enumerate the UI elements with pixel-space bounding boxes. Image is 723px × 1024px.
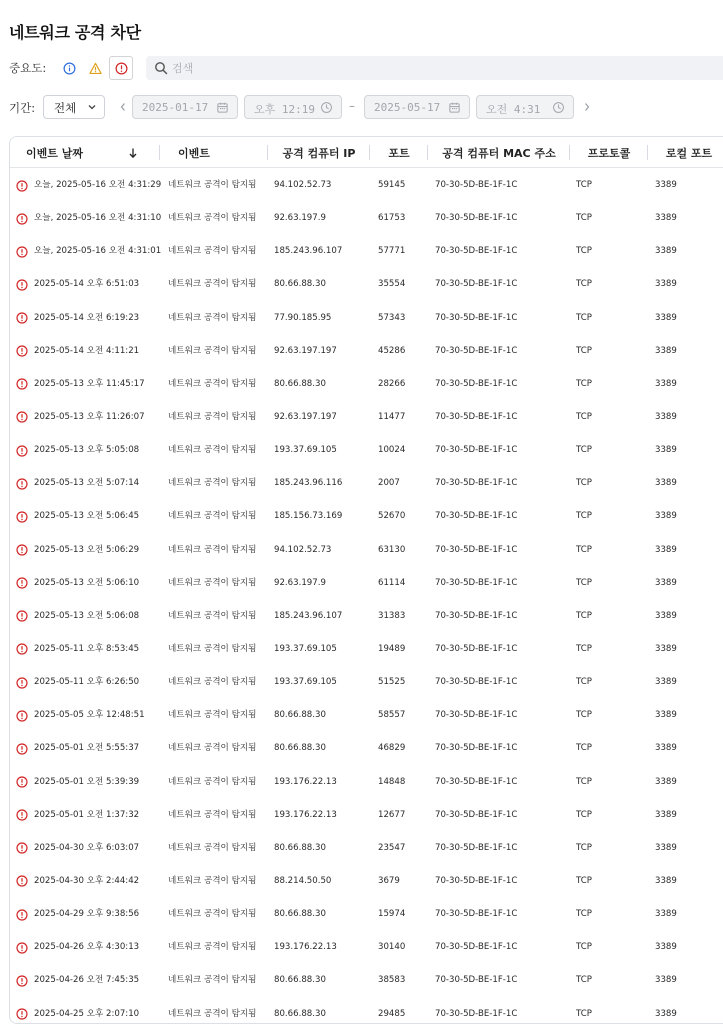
cell-attacker-mac: 70-30-5D-BE-1F-1C [435,875,518,886]
cell-local-port: 3389 [655,511,677,522]
cell-event-date: 2025-05-13 오전 5:06:29 [34,544,140,555]
cell-protocol: TCP [576,610,592,621]
alert-circle-icon [16,268,30,301]
alert-circle-icon [16,401,30,434]
cell-event-date: 2025-05-13 오전 5:06:10 [34,577,140,588]
table-row[interactable] [10,732,723,765]
cell-attacker-ip: 92.63.197.9 [274,577,326,588]
cell-local-port: 3389 [655,1008,677,1019]
cell-event-date: 2025-05-01 오전 1:37:32 [34,809,140,820]
cell-attacker-mac: 70-30-5D-BE-1F-1C [435,677,518,688]
cell-local-port: 3389 [655,743,677,754]
cell-event-date: 오늘, 2025-05-16 오전 4:31:29 [34,180,162,190]
cell-protocol: TCP [576,942,592,953]
cell-local-port: 3389 [655,643,677,654]
period-select-value: 전체 [54,101,77,115]
search-icon [154,61,168,75]
period-select[interactable] [43,95,105,119]
alert-circle-icon [16,865,30,898]
cell-local-port: 3389 [655,809,677,820]
cell-event-date: 2025-05-01 오전 5:39:39 [34,776,140,787]
cell-protocol: TCP [576,809,592,820]
cell-event-date: 2025-05-14 오전 4:11:21 [34,345,140,356]
cell-attacker-ip: 80.66.88.30 [274,279,326,290]
cell-protocol: TCP [576,478,592,489]
cell-attacker-mac: 70-30-5D-BE-1F-1C [435,544,518,555]
cell-port: 2007 [378,478,400,489]
cell-port: 14848 [378,776,406,787]
events-table [9,136,723,1024]
cell-event: 네트워크 공격이 탐지됨 [168,279,257,290]
alert-circle-icon [16,766,30,799]
cell-protocol: TCP [576,677,592,688]
cell-attacker-ip: 80.66.88.30 [274,1008,326,1019]
cell-attacker-mac: 70-30-5D-BE-1F-1C [435,279,518,290]
cell-port: 31383 [378,610,406,621]
cell-local-port: 3389 [655,246,677,257]
cell-protocol: TCP [576,246,592,257]
table-row[interactable] [10,931,723,964]
page-title: 네트워크 공격 차단 [9,23,141,42]
table-row[interactable] [10,467,723,500]
cell-port: 12677 [378,809,406,820]
cell-protocol: TCP [576,511,592,522]
search-input[interactable] [172,56,712,80]
severity-info-button[interactable] [57,56,81,80]
alert-circle-icon [16,335,30,368]
table-row[interactable] [10,766,723,799]
cell-event-date: 2025-04-26 오전 7:45:35 [34,975,140,986]
cell-local-port: 3389 [655,842,677,853]
cell-attacker-mac: 70-30-5D-BE-1F-1C [435,445,518,456]
cell-local-port: 3389 [655,942,677,953]
cell-protocol: TCP [576,544,592,555]
cell-port: 11477 [378,411,406,422]
end-time-field[interactable] [476,95,574,119]
column-header-protocol[interactable] [570,137,648,168]
cell-protocol: TCP [576,411,592,422]
previous-period-chevron-icon[interactable] [118,101,128,113]
cell-attacker-ip: 80.66.88.30 [274,975,326,986]
column-header-label: 이벤트 [178,146,210,160]
cell-attacker-mac: 70-30-5D-BE-1F-1C [435,411,518,422]
cell-attacker-mac: 70-30-5D-BE-1F-1C [435,511,518,522]
alert-circle-icon [16,235,30,268]
table-row[interactable] [10,898,723,931]
cell-event: 네트워크 공격이 탐지됨 [168,345,257,356]
cell-local-port: 3389 [655,577,677,588]
cell-attacker-mac: 70-30-5D-BE-1F-1C [435,942,518,953]
cell-port: 51525 [378,677,406,688]
cell-local-port: 3389 [655,411,677,422]
cell-port: 52670 [378,511,406,522]
column-header-label: 공격 컴퓨터 IP [282,146,356,160]
table-row[interactable] [10,799,723,832]
cell-port: 10024 [378,445,406,456]
cell-attacker-ip: 193.37.69.105 [274,677,337,688]
cell-event-date: 2025-04-29 오후 9:38:56 [34,909,140,920]
alert-circle-icon [16,832,30,865]
table-row[interactable] [10,401,723,434]
next-period-chevron-icon[interactable] [582,101,592,113]
cell-local-port: 3389 [655,875,677,886]
cell-local-port: 3389 [655,677,677,688]
cell-attacker-mac: 70-30-5D-BE-1F-1C [435,180,518,190]
chevron-down-icon [87,102,97,112]
calendar-icon [448,101,461,114]
cell-event: 네트워크 공격이 탐지됨 [168,544,257,555]
cell-protocol: TCP [576,842,592,853]
cell-port: 57343 [378,312,406,323]
cell-local-port: 3389 [655,478,677,489]
cell-event-date: 오늘, 2025-05-16 오전 4:31:10 [34,213,162,224]
cell-protocol: TCP [576,345,592,356]
table-body [10,169,723,1024]
alert-circle-icon [16,600,30,633]
cell-port: 35554 [378,279,406,290]
cell-event: 네트워크 공격이 탐지됨 [168,511,257,522]
start-time-field[interactable] [244,95,342,119]
table-row[interactable] [10,699,723,732]
cell-event: 네트워크 공격이 탐지됨 [168,743,257,754]
cell-event: 네트워크 공격이 탐지됨 [168,610,257,621]
table-row[interactable] [10,567,723,600]
cell-event-date: 2025-05-13 오전 5:06:08 [34,610,140,621]
cell-event-date: 2025-05-11 오후 6:26:50 [34,677,140,688]
start-date-value: 2025-01-17 [142,101,209,114]
cell-local-port: 3389 [655,213,677,224]
cell-event: 네트워크 공격이 탐지됨 [168,776,257,787]
alert-circle-icon [115,62,128,75]
alert-circle-icon [16,931,30,964]
alert-circle-icon [16,666,30,699]
cell-attacker-mac: 70-30-5D-BE-1F-1C [435,710,518,721]
cell-event: 네트워크 공격이 탐지됨 [168,312,257,323]
cell-event-date: 2025-04-26 오후 4:30:13 [34,942,140,953]
column-header-attacker-ip[interactable] [268,137,370,168]
cell-event: 네트워크 공격이 탐지됨 [168,1008,257,1019]
cell-port: 46829 [378,743,406,754]
table-row[interactable] [10,235,723,268]
cell-local-port: 3389 [655,909,677,920]
calendar-icon [216,101,229,114]
alert-circle-icon [16,467,30,500]
end-date-field[interactable] [364,95,470,119]
cell-attacker-mac: 70-30-5D-BE-1F-1C [435,610,518,621]
table-row[interactable] [10,202,723,235]
cell-event-date: 2025-04-30 오후 2:44:42 [34,875,140,886]
cell-protocol: TCP [576,378,592,389]
cell-attacker-ip: 80.66.88.30 [274,710,326,721]
severity-warning-button[interactable] [83,56,107,80]
cell-attacker-ip: 193.37.69.105 [274,643,337,654]
cell-protocol: TCP [576,180,592,190]
info-circle-icon [63,62,76,75]
cell-port: 57771 [378,246,406,257]
cell-event-date: 2025-05-01 오전 5:55:37 [34,743,140,754]
cell-event: 네트워크 공격이 탐지됨 [168,677,257,688]
cell-protocol: TCP [576,909,592,920]
table-row[interactable] [10,368,723,401]
cell-event: 네트워크 공격이 탐지됨 [168,909,257,920]
cell-event: 네트워크 공격이 탐지됨 [168,942,257,953]
cell-local-port: 3389 [655,544,677,555]
alert-circle-icon [16,434,30,467]
cell-attacker-mac: 70-30-5D-BE-1F-1C [435,842,518,853]
cell-attacker-ip: 193.176.22.13 [274,809,337,820]
column-header-label: 로컬 포트 [665,146,713,160]
cell-event-date: 2025-05-13 오후 11:26:07 [34,411,145,422]
start-date-field[interactable] [132,95,238,119]
cell-event: 네트워크 공격이 탐지됨 [168,710,257,721]
cell-event: 네트워크 공격이 탐지됨 [168,875,257,886]
cell-port: 45286 [378,345,406,356]
cell-port: 30140 [378,942,406,953]
alert-circle-icon [16,169,30,202]
cell-event-date: 오늘, 2025-05-16 오전 4:31:01 [34,246,162,257]
cell-attacker-mac: 70-30-5D-BE-1F-1C [435,643,518,654]
cell-attacker-ip: 80.66.88.30 [274,909,326,920]
cell-attacker-mac: 70-30-5D-BE-1F-1C [435,577,518,588]
cell-attacker-mac: 70-30-5D-BE-1F-1C [435,345,518,356]
cell-protocol: TCP [576,445,592,456]
end-date-value: 2025-05-17 [374,101,441,114]
cell-attacker-mac: 70-30-5D-BE-1F-1C [435,809,518,820]
cell-protocol: TCP [576,279,592,290]
cell-event: 네트워크 공격이 탐지됨 [168,975,257,986]
cell-port: 61114 [378,577,406,588]
cell-protocol: TCP [576,213,592,224]
alert-circle-icon [16,799,30,832]
table-row[interactable] [10,268,723,301]
column-header-attacker-mac[interactable] [428,137,570,168]
cell-local-port: 3389 [655,776,677,787]
cell-event-date: 2025-04-30 오후 6:03:07 [34,842,140,853]
alert-circle-icon [16,567,30,600]
cell-attacker-mac: 70-30-5D-BE-1F-1C [435,213,518,224]
cell-attacker-mac: 70-30-5D-BE-1F-1C [435,378,518,389]
cell-protocol: TCP [576,975,592,986]
clock-icon [320,101,333,114]
cell-event: 네트워크 공격이 탐지됨 [168,478,257,489]
cell-attacker-mac: 70-30-5D-BE-1F-1C [435,1008,518,1019]
column-header-event[interactable] [160,137,268,168]
cell-local-port: 3389 [655,975,677,986]
table-row[interactable] [10,169,723,202]
cell-event: 네트워크 공격이 탐지됨 [168,378,257,389]
table-row[interactable] [10,865,723,898]
cell-event: 네트워크 공격이 탐지됨 [168,180,257,190]
cell-event-date: 2025-05-13 오전 5:06:45 [34,511,140,522]
column-header-label: 이벤트 날짜 [26,146,83,160]
clock-icon [552,101,565,114]
table-row[interactable] [10,666,723,699]
column-header-port[interactable] [370,137,428,168]
table-row[interactable] [10,600,723,633]
cell-port: 19489 [378,643,406,654]
cell-event: 네트워크 공격이 탐지됨 [168,842,257,853]
cell-attacker-ip: 94.102.52.73 [274,180,332,190]
cell-protocol: TCP [576,710,592,721]
cell-port: 38583 [378,975,406,986]
cell-event: 네트워크 공격이 탐지됨 [168,411,257,422]
cell-attacker-ip: 185.243.96.107 [274,246,343,257]
table-row[interactable] [10,434,723,467]
column-header-event-date[interactable] [10,137,160,168]
alert-circle-icon [16,302,30,335]
cell-event-date: 2025-05-13 오후 11:45:17 [34,378,145,389]
cell-local-port: 3389 [655,180,677,190]
cell-attacker-ip: 193.176.22.13 [274,942,337,953]
table-row[interactable] [10,633,723,666]
cell-port: 3679 [378,875,400,886]
date-range-separator: – [349,99,355,113]
cell-event-date: 2025-05-14 오후 6:51:03 [34,279,140,290]
column-header-label: 포트 [388,146,410,160]
alert-circle-icon [16,633,30,666]
cell-attacker-ip: 185.243.96.116 [274,478,343,489]
cell-local-port: 3389 [655,378,677,389]
cell-attacker-ip: 185.156.73.169 [274,511,343,522]
cell-port: 23547 [378,842,406,853]
alert-circle-icon [16,534,30,567]
period-label: 기간: [9,101,36,115]
cell-event-date: 2025-05-14 오전 6:19:23 [34,312,140,323]
cell-attacker-mac: 70-30-5D-BE-1F-1C [435,246,518,257]
table-row[interactable] [10,534,723,567]
cell-attacker-mac: 70-30-5D-BE-1F-1C [435,478,518,489]
cell-event: 네트워크 공격이 탐지됨 [168,213,257,224]
cell-port: 59145 [378,180,406,190]
cell-local-port: 3389 [655,279,677,290]
cell-local-port: 3389 [655,610,677,621]
cell-protocol: TCP [576,875,592,886]
cell-attacker-ip: 92.63.197.197 [274,411,337,422]
alert-circle-icon [16,964,30,997]
cell-attacker-ip: 193.37.69.105 [274,445,337,456]
cell-local-port: 3389 [655,710,677,721]
severity-label: 중요도: [9,61,47,75]
cell-protocol: TCP [576,1008,592,1019]
alert-circle-icon [16,898,30,931]
cell-attacker-ip: 92.63.197.197 [274,345,337,356]
alert-circle-icon [16,998,30,1024]
cell-protocol: TCP [576,743,592,754]
alert-circle-icon [16,202,30,235]
cell-event: 네트워크 공격이 탐지됨 [168,809,257,820]
cell-attacker-mac: 70-30-5D-BE-1F-1C [435,975,518,986]
cell-protocol: TCP [576,312,592,323]
cell-attacker-mac: 70-30-5D-BE-1F-1C [435,312,518,323]
cell-event: 네트워크 공격이 탐지됨 [168,577,257,588]
cell-attacker-ip: 92.63.197.9 [274,213,326,224]
sort-descending-icon[interactable] [128,147,138,159]
cell-attacker-ip: 193.176.22.13 [274,776,337,787]
cell-attacker-ip: 94.102.52.73 [274,544,332,555]
table-row[interactable] [10,964,723,997]
cell-event: 네트워크 공격이 탐지됨 [168,246,257,257]
cell-protocol: TCP [576,643,592,654]
table-header [10,137,723,168]
start-time-value: 오후 12:19 [254,103,315,116]
cell-port: 29485 [378,1008,406,1019]
cell-protocol: TCP [576,776,592,787]
cell-event-date: 2025-05-11 오후 8:53:45 [34,643,140,654]
cell-event: 네트워크 공격이 탐지됨 [168,445,257,456]
cell-event-date: 2025-05-13 오후 5:05:08 [34,445,140,456]
cell-port: 61753 [378,213,406,224]
period-filter-row [9,95,723,119]
cell-local-port: 3389 [655,345,677,356]
alert-circle-icon [16,368,30,401]
cell-attacker-ip: 80.66.88.30 [274,842,326,853]
cell-attacker-ip: 185.243.96.107 [274,610,343,621]
cell-port: 28266 [378,378,406,389]
column-header-label: 프로토콜 [587,146,631,160]
cell-attacker-ip: 80.66.88.30 [274,743,326,754]
cell-event-date: 2025-04-25 오후 2:07:10 [34,1008,140,1019]
cell-event: 네트워크 공격이 탐지됨 [168,643,257,654]
table-row[interactable] [10,832,723,865]
cell-event-date: 2025-05-13 오전 5:07:14 [34,478,140,489]
table-row[interactable] [10,302,723,335]
severity-critical-button[interactable] [109,56,133,80]
search-box[interactable] [146,56,723,80]
end-time-value: 오전 4:31 [486,103,541,116]
column-header-label: 공격 컴퓨터 MAC 주소 [442,146,556,160]
cell-attacker-ip: 80.66.88.30 [274,378,326,389]
table-row[interactable] [10,335,723,368]
cell-port: 63130 [378,544,406,555]
table-row[interactable] [10,500,723,533]
cell-attacker-ip: 88.214.50.50 [274,875,332,886]
cell-port: 58557 [378,710,406,721]
column-header-local-port[interactable] [648,137,723,168]
table-row[interactable] [10,998,723,1024]
cell-local-port: 3389 [655,312,677,323]
severity-filter-row [9,56,723,80]
warning-triangle-icon [89,62,102,75]
cell-port: 15974 [378,909,406,920]
cell-local-port: 3389 [655,445,677,456]
cell-attacker-ip: 77.90.185.95 [274,312,332,323]
cell-protocol: TCP [576,577,592,588]
cell-attacker-mac: 70-30-5D-BE-1F-1C [435,776,518,787]
alert-circle-icon [16,699,30,732]
alert-circle-icon [16,732,30,765]
cell-attacker-mac: 70-30-5D-BE-1F-1C [435,743,518,754]
cell-event-date: 2025-05-05 오후 12:48:51 [34,710,145,721]
cell-attacker-mac: 70-30-5D-BE-1F-1C [435,909,518,920]
alert-circle-icon [16,500,30,533]
